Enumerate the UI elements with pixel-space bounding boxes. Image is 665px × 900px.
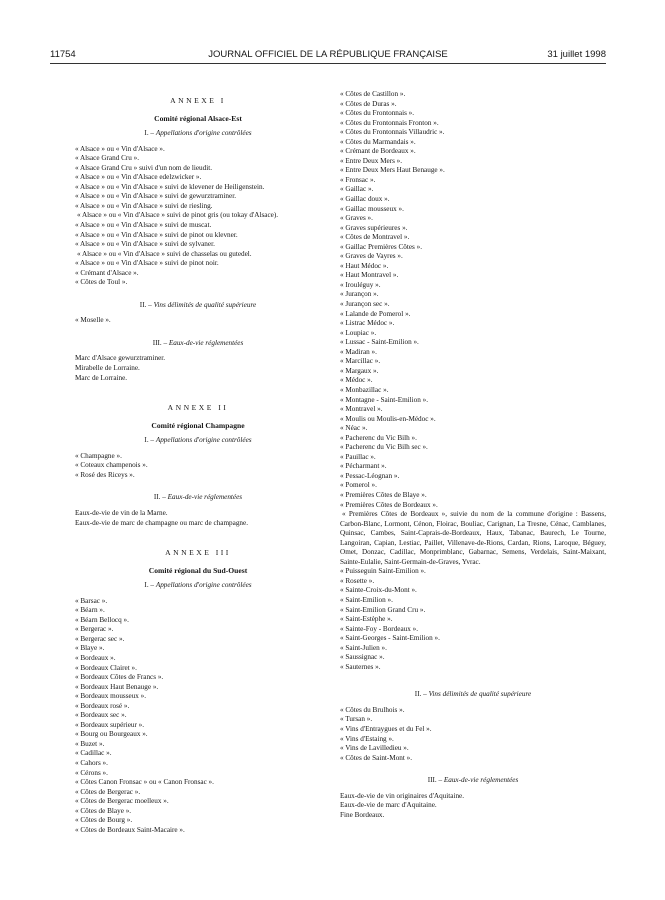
section-number: I. – (144, 436, 155, 445)
header-rule (50, 63, 606, 64)
section-number: III. – (427, 776, 443, 785)
list-item: Marc de Lorraine. (75, 373, 128, 382)
section-title: Eaux-de-vie réglementées (168, 338, 244, 347)
annexe-1-section-1-heading (75, 129, 321, 139)
list-item: « Margaux ». (340, 366, 379, 375)
section-title: Vins délimités de qualité supérieure (153, 300, 257, 309)
section-title: Appellations d'origine contrôlées (155, 581, 252, 590)
left-column (75, 90, 321, 835)
list-item: « Listrac Médoc ». (340, 319, 395, 328)
annexe-3-title: ANNEXE III (165, 548, 231, 558)
annexe-3-aoc-list (75, 597, 321, 836)
list-item: « Haut Montravel ». (340, 271, 399, 280)
list-item: « Entre Deux Mers Haut Benauge ». (340, 166, 445, 175)
list-item: « Coteaux champenois ». (75, 461, 148, 470)
annexe-1-section-3-heading (75, 339, 321, 349)
list-item: « Lalande de Pomerol ». (340, 309, 411, 318)
annexe-3-aoc-list-continued (340, 90, 606, 510)
section-number: III. – (152, 338, 168, 347)
list-item: « Bergerac ». (75, 625, 114, 634)
list-item: « Fronsac ». (340, 175, 376, 184)
list-item: « Côtes du Brulhois ». (340, 705, 405, 714)
list-item: « Côtes de Castillon ». (340, 90, 406, 98)
list-item: « Saint-Emilion ». (340, 595, 393, 604)
section-number: I. – (144, 129, 155, 138)
list-item: « Bordeaux Clairet ». (75, 663, 137, 672)
list-item: « Lussac - Saint-Emilion ». (340, 338, 419, 347)
publication-date: 31 juillet 1998 (547, 49, 606, 60)
list-item: « Pomerol ». (340, 481, 377, 490)
list-item: « Bordeaux Haut Benauge ». (75, 682, 159, 691)
list-item: « Néac ». (340, 424, 368, 433)
list-item: « Alsace » ou « Vin d'Alsace » suivi de muscat. (75, 221, 212, 230)
list-item: Eaux-de-vie de marc de champagne ou marc de champagne. (75, 518, 249, 527)
list-item: « Bordeaux Côtes de Francs ». (75, 673, 164, 682)
list-item: « Gaillac doux ». (340, 195, 390, 204)
list-item: « Moselle ». (75, 316, 111, 325)
list-item: « Pacherenc du Vic Bilh sec ». (340, 443, 428, 452)
list-item: « Alsace » ou « Vin d'Alsace » suivi de pinot gris (ou tokay d'Alsace). (77, 211, 279, 220)
list-item: « Saint-Julien ». (340, 643, 387, 652)
annexe-3-section-3-heading (340, 776, 606, 786)
list-item: « Moulis ou Moulis-en-Médoc ». (340, 414, 436, 423)
annexe-2-aoc-list (75, 452, 321, 481)
list-item: « Côtes de Bordeaux Saint-Macaire ». (75, 825, 185, 834)
list-item: « Béarn Bellocq ». (75, 615, 129, 624)
list-item: « Pauillac ». (340, 452, 376, 461)
section-number: I. – (144, 581, 155, 590)
list-item: « Tursan ». (340, 715, 373, 724)
list-item: « Bordeaux mousseux ». (75, 692, 147, 701)
list-item: « Haut Médoc ». (340, 261, 389, 270)
list-item: « Alsace » ou « Vin d'Alsace » suivi de sylvaner. (75, 240, 215, 249)
list-item: « Côtes de Duras ». (340, 99, 397, 108)
list-item: « Champagne ». (75, 451, 122, 460)
list-item: « Cérons ». (75, 768, 108, 777)
annexe-1-vdqs-list (75, 316, 321, 326)
list-item: « Cahors ». (75, 758, 108, 767)
list-item: « Crémant de Bordeaux ». (340, 147, 416, 156)
annexe-1-aoc-list-b (75, 221, 321, 250)
annexe-3-section-2-heading (340, 690, 606, 700)
list-item: « Rosette ». (340, 576, 375, 585)
list-item: « Vins de Lavilledieu ». (340, 744, 409, 753)
annexe-1-aoc-list-c (75, 259, 321, 288)
list-item: Mirabelle de Lorraine. (75, 364, 140, 373)
annexe-1-committee: Comité régional Alsace-Est (154, 113, 242, 123)
journal-title: JOURNAL OFFICIEL DE LA RÉPUBLIQUE FRANÇAISE (208, 49, 448, 60)
section-title: Appellations d'origine contrôlées (155, 129, 252, 138)
list-item: « Côtes du Marmandais ». (340, 137, 416, 146)
list-item: « Buzet ». (75, 739, 105, 748)
list-item: « Crémant d'Alsace ». (75, 268, 139, 277)
list-item: « Marcillac ». (340, 357, 381, 366)
section-title: Vins délimités de qualité supérieure (428, 690, 532, 699)
list-item: « Alsace » ou « Vin d'Alsace edelzwicker ». (75, 173, 202, 182)
section-number: II. – (139, 300, 152, 309)
list-item: « Gaillac ». (340, 185, 374, 194)
list-item: Marc d'Alsace gewurztraminer. (75, 354, 166, 363)
list-item: « Graves de Vayres ». (340, 252, 403, 261)
annexe-2-section-2-heading (75, 493, 321, 503)
list-item: Eaux-de-vie de marc d'Aquitaine. (340, 801, 437, 810)
section-number: II. – (414, 690, 427, 699)
list-item: « Côtes de Bourg ». (75, 816, 133, 825)
section-title: Eaux-de-vie réglementées (443, 776, 519, 785)
section-title: Eaux-de-vie réglementées (167, 493, 243, 502)
list-item: « Jurançon ». (340, 290, 379, 299)
list-item: « Bordeaux sec ». (75, 711, 127, 720)
list-item: « Alsace Grand Cru » suivi d'un nom de lieudit. (75, 163, 213, 172)
list-item: « Graves ». (340, 214, 373, 223)
annexe-3-section-1-heading (75, 581, 321, 591)
list-item: « Saint-Estèphe ». (340, 615, 393, 624)
list-item: « Premières Côtes de Blaye ». (340, 490, 427, 499)
list-item: « Côtes de Bergerac ». (75, 787, 141, 796)
list-item: « Saussignac ». (340, 653, 385, 662)
list-item: « Alsace » ou « Vin d'Alsace » suivi de gewurztraminer. (75, 192, 237, 201)
list-item: « Côtes de Blaye ». (75, 806, 132, 815)
list-item: « Entre Deux Mers ». (340, 156, 403, 165)
list-item: « Côtes de Montravel ». (340, 233, 410, 242)
list-item: « Loupiac ». (340, 328, 377, 337)
list-item: « Saint-Emilion Grand Cru ». (340, 605, 426, 614)
annexe-3-eaux-de-vie-list (340, 792, 606, 821)
list-item: « Vins d'Entraygues et du Fel ». (340, 725, 432, 733)
list-item: « Barsac ». (75, 596, 108, 605)
list-item: « Sainte-Foy - Bordeaux ». (340, 624, 419, 633)
list-item: « Bergerac sec ». (75, 634, 125, 643)
list-item: « Montagne - Saint-Emilion ». (340, 395, 429, 404)
annexe-3-committee: Comité régional du Sud-Ouest (148, 565, 248, 575)
annexe-2-title: ANNEXE II (167, 403, 229, 413)
right-column (340, 90, 606, 820)
list-item: « Côtes du Frontonnais Fronton ». (340, 118, 439, 127)
list-item: « Bordeaux rosé ». (75, 701, 130, 710)
list-item: « Alsace » ou « Vin d'Alsace ». (75, 144, 165, 153)
list-item: « Médoc ». (340, 376, 373, 385)
annexe-1-title: ANNEXE I (170, 96, 226, 105)
list-item: « Pessac-Léognan ». (340, 471, 400, 480)
list-item: « Sainte-Croix-du-Mont ». (340, 586, 417, 595)
list-item: « Alsace » ou « Vin d'Alsace » suivi de klevener de Heiligenstein. (75, 182, 265, 191)
annexe-3-aoc-list-end (340, 567, 606, 672)
annexe-1-section-2-heading (75, 301, 321, 311)
list-item: « Sauternes ». (340, 662, 381, 671)
list-item: « Bordeaux ». (75, 653, 116, 662)
section-title: Appellations d'origine contrôlées (155, 436, 252, 445)
list-item: « Côtes de Toul ». (75, 278, 128, 287)
section-number: II. – (153, 493, 166, 502)
list-item: « Alsace » ou « Vin d'Alsace » suivi de pinot ou klevner. (75, 230, 238, 239)
list-item: « Madiran ». (340, 347, 377, 356)
list-item: « Bordeaux supérieur ». (75, 720, 145, 729)
list-item: « Montravel ». (340, 405, 383, 414)
annexe-2-section-1-heading (75, 436, 321, 446)
annexe-1-eaux-de-vie-list (75, 354, 321, 383)
list-item: « Alsace » ou « Vin d'Alsace » suivi de chasselas ou gutedel. (77, 249, 252, 258)
list-item: « Côtes de Saint-Mont ». (340, 753, 413, 762)
list-item: « Alsace » ou « Vin d'Alsace » suivi de pinot noir. (75, 259, 219, 268)
list-item: « Côtes du Frontonnais ». (340, 109, 415, 118)
list-item: Eaux-de-vie de vin de la Marne. (75, 508, 168, 517)
list-item: « Monbazillac ». (340, 385, 389, 394)
list-item: « Blaye ». (75, 644, 105, 653)
annexe-1-aoc-list-a (75, 145, 321, 212)
list-item: « Côtes de Bergerac moelleux ». (75, 797, 169, 806)
annexe-2-committee: Comité régional Champagne (151, 420, 245, 430)
list-item: « Alsace Grand Cru ». (75, 154, 140, 163)
list-item: « Graves supérieures ». (340, 223, 408, 232)
list-item: « Puisseguin Saint-Emilion ». (340, 567, 426, 576)
list-item: « Côtes Canon Fronsac » ou « Canon Fronsac ». (75, 778, 214, 787)
list-item: « Gaillac Premières Côtes ». (340, 242, 423, 251)
list-item: « Rosé des Riceys ». (75, 470, 135, 479)
list-item: « Pécharmant ». (340, 462, 387, 471)
list-item: Eaux-de-vie de vin originaires d'Aquitaine. (340, 791, 465, 800)
list-item: « Bourg ou Bourgeaux ». (75, 730, 148, 739)
list-item: « Béarn ». (75, 606, 105, 615)
list-item: « Côtes du Frontonnais Villaudric ». (340, 128, 445, 137)
page-number: 11754 (50, 49, 76, 60)
list-item: « Jurançon sec ». (340, 300, 390, 309)
list-item: Fine Bordeaux. (340, 810, 385, 819)
list-item: « Cadillac ». (75, 749, 112, 758)
list-item: « Vins d'Estaing ». (340, 734, 394, 743)
premieres-cotes-communes-paragraph: « Premières Côtes de Bordeaux », suivie du nom de la commune d'origine : Bassens, Carbon-Blanc, Lormont, Cénon, Floirac, Bouliac, Carignan, La Tresne, Cénac, Camblanes, Quinsac, Cambes, Saint-Caprais-de-Bordeaux, Haux, Tabanac, Baurech, Le Tourne, Langoiran, Capian, Lestiac, Paillet, Villenave-de-Rions, Cardan, Rions, Laroque, Béguey, Omet, Donzac, Cadillac, Monprimblanc, Gabarnac, Semens, Verdelais, Saint-Maixant, Sainte-Eulalie, Saint-Germain-de-Graves, Yvrac. (340, 510, 606, 566)
list-item: « Premières Côtes de Bordeaux ». (340, 500, 438, 509)
list-item: « Irouléguy ». (340, 280, 381, 289)
list-item: « Gaillac mousseux ». (340, 204, 404, 213)
page-header (50, 49, 606, 63)
list-item: « Pacherenc du Vic Bilh ». (340, 433, 417, 442)
list-item: « Saint-Georges - Saint-Emilion ». (340, 634, 440, 643)
annexe-3-vdqs-list (340, 706, 606, 763)
list-item: « Alsace » ou « Vin d'Alsace » suivi de riesling. (75, 201, 213, 210)
annexe-2-eaux-de-vie-list (75, 509, 321, 528)
